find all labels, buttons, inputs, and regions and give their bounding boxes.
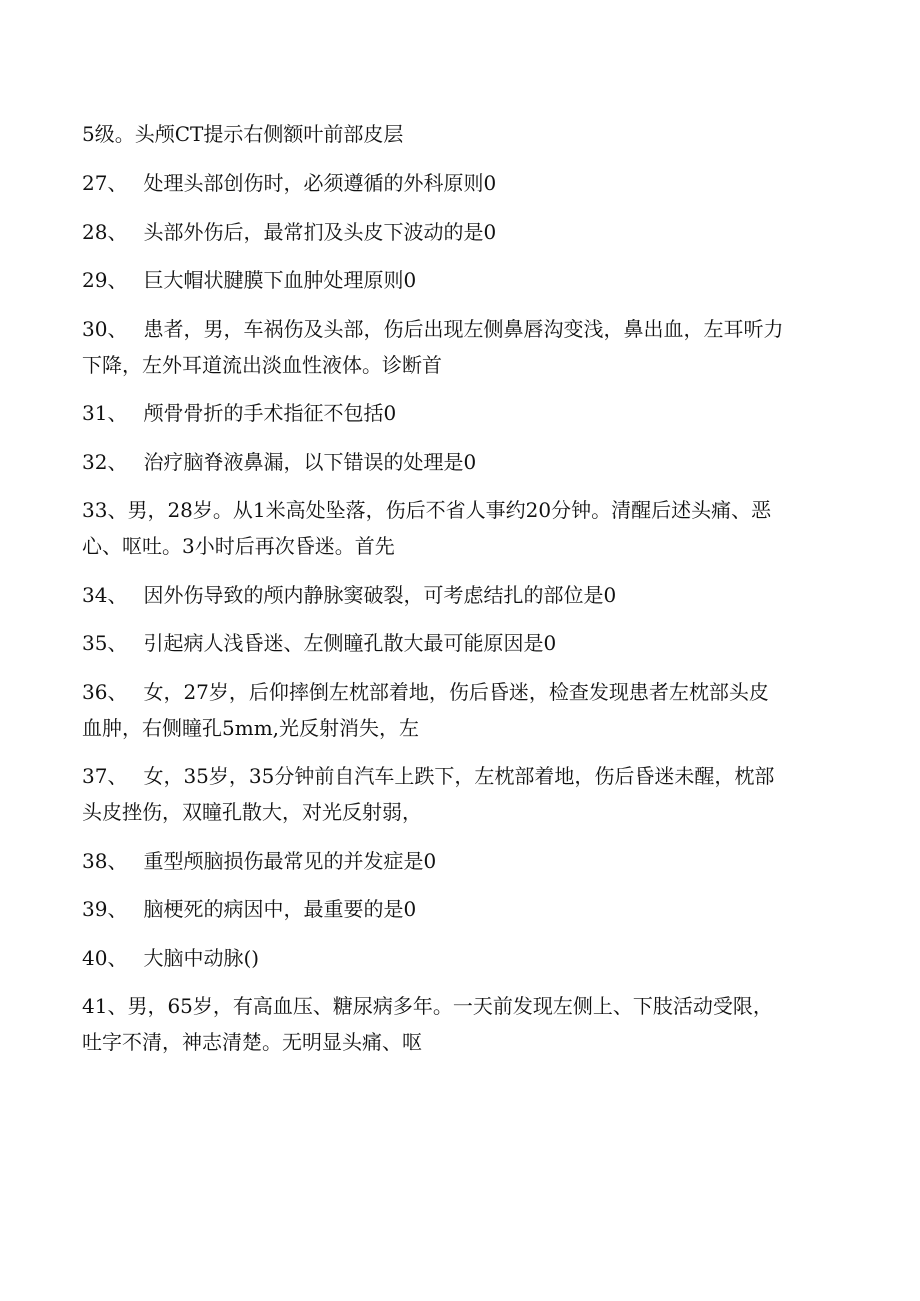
question-number: 30、 [82,316,128,341]
question-36 [82,674,830,746]
question-text: 处理头部创伤时，必须遵循的外科原则0 [143,171,497,195]
question-number: 27、 [82,171,128,195]
question-number: 36、 [82,679,128,704]
question-text: 治疗脑脊液鼻漏，以下错误的处理是0 [143,449,477,474]
question-28 [82,214,830,250]
question-38 [82,843,830,879]
question-30 [82,311,830,383]
text-line [82,891,830,927]
text-line: 心、呕吐。3小时后再次昏迷。首先 [82,534,395,558]
question-text: 颅骨骨折的手术指征不包括0 [143,401,397,425]
question-41 [82,988,830,1060]
text-line [82,843,830,879]
text-line [82,395,830,431]
question-33 [82,492,830,564]
question-number: 37、 [82,764,128,788]
question-number: 39、 [82,897,128,921]
question-31 [82,395,830,431]
question-text: 引起病人浅昏迷、左侧瞳孔散大最可能原因是0 [143,631,557,655]
text-line: 血肿，右侧瞳孔5mm,光反射消失，左 [82,715,420,740]
text-line: 头皮挫伤，双瞳孔散大，对光反射弱， [82,800,422,824]
text-line: 下降，左外耳道流出淡血性液体。诊断首 [82,352,442,377]
text-line [82,311,830,347]
question-number: 31、 [82,401,128,425]
text-line [82,577,830,613]
question-text: 女，35岁，35分钟前自汽车上跌下，左枕部着地，伤后昏迷未醒，枕部 [143,764,775,788]
question-text: 脑梗死的病因中，最重要的是0 [143,897,417,921]
question-text: 患者，男，车祸伤及头部，伤后出现左侧鼻唇沟变浅，鼻出血，左耳听力 [143,316,784,341]
question-text: 巨大帽状腱膜下血肿处理原则0 [143,268,417,292]
text-line [82,674,830,710]
question-27 [82,165,830,201]
text-line: 吐字不清，神志清楚。无明显头痛、呕 [82,1030,422,1054]
text-line [82,758,830,794]
text-line [82,940,830,976]
question-39 [82,891,830,927]
question-text: 大脑中动脉() [143,945,260,970]
text-line [82,214,830,250]
text-line: 33、男，28岁。从1米高处坠落，伤后不省人事约20分钟。清醒后述头痛、恶 [82,498,772,522]
question-37 [82,758,830,830]
question-text: 头部外伤后，最常扪及头皮下波动的是0 [143,219,497,244]
text-line: 5级。头颅CT提示右侧额叶前部皮层 [82,122,404,146]
question-35 [82,625,830,661]
text-line [82,444,830,480]
text-line [82,262,830,298]
question-number: 32、 [82,449,128,474]
text-line [82,165,830,201]
question-number: 40、 [82,945,128,970]
text-line [82,625,830,661]
paragraph-continuation [82,116,830,152]
question-40 [82,940,830,976]
question-34 [82,577,830,613]
document-page [82,116,830,1073]
question-text: 女，27岁，后仰摔倒左枕部着地，伤后昏迷，检查发现患者左枕部头皮 [143,679,769,704]
question-32 [82,444,830,480]
question-text: 因外伤导致的颅内静脉窦破裂，可考虑结扎的部位是0 [143,582,617,607]
question-29 [82,262,830,298]
question-number: 28、 [82,219,128,244]
question-number: 38、 [82,848,128,873]
question-text: 重型颅脑损伤最常见的并发症是0 [143,848,437,873]
question-number: 35、 [82,631,128,655]
text-line: 41、男，65岁，有高血压、糖尿病多年。一天前发现左侧上、下肢活动受限， [82,994,773,1018]
question-number: 29、 [82,268,128,292]
question-number: 34、 [82,582,128,607]
